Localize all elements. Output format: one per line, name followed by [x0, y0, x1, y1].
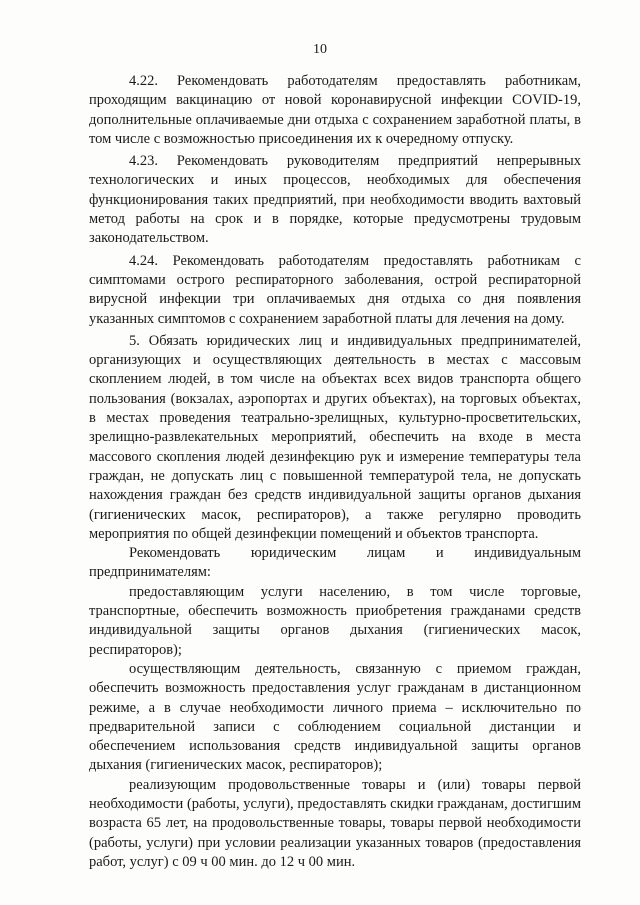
paragraph-4-24: 4.24. Рекомендовать работодателям предоставлять работникам с симптомами острого респираторного заболевания, острой респираторной вирусной инфекции три оплачиваемых дня отдыха со дня появления указанных симптомов с сохранением заработной платы для лечения на дому.: [89, 252, 581, 327]
page-number: 10: [313, 42, 327, 57]
paragraph-food-retailers: реализующим продовольственные товары и (или) товары первой необходимости (работы, услуги), предоставлять скидки гражданам, достигшим возраста 65 лет, на продовольственные товары, товары первой необходимости (работы, услуги) при условии реализации указанных товаров (предоставления работ, услуг) с 09 ч 00 мин. до 12 ч 00 мин.: [89, 776, 581, 870]
paragraph-citizen-reception: осуществляющим деятельность, связанную с приемом граждан, обеспечить возможность предоставления услуг гражданам в дистанционном режиме, а в случае необходимости личного приема – исключительно по предварительной записи с соблюдением социальной дистанции и обеспечением использования средств индивидуальной защиты органов дыхания (гигиенических масок, респираторов);: [89, 660, 581, 774]
paragraph-4-23: 4.23. Рекомендовать руководителям предприятий непрерывных технологических и иных процессов, необходимых для обеспечения функционирования таких предприятий, при необходимости вводить вахтовый метод работы на срок и в порядке, которые предусмотрены трудовым законодательством.: [89, 153, 581, 247]
paragraph-services-providers: предоставляющим услуги населению, в том числе торговые, транспортные, обеспечить возможность приобретения гражданами средств индивидуальной защиты органов дыхания (гигиенических масок, респираторов);: [89, 583, 581, 658]
document-body: [89, 72, 581, 872]
paragraph-5: 5. Обязать юридических лиц и индивидуальных предпринимателей, организующих и осуществляющих деятельность в местах с массовым скоплением людей, в том числе на объектах всех видов транспорта общего пользования (вокзалах, аэропортах и других объектах), на торговых объектах, в местах проведения театрально-зрелищных, культурно-просветительских, зрелищно-развлекательных мероприятий, обеспечить на входе в места массового скопления людей дезинфекцию рук и измерение температуры тела граждан, не допускать лиц с повышенной температурой тела, не допускать нахождения граждан без средств индивидуальной защиты органов дыхания (гигиенических масок, респираторов), а также регулярно проводить мероприятия по общей дезинфекции помещений и объектов транспорта.: [89, 332, 581, 542]
paragraph-recommend-intro: Рекомендовать юридическим лицам и индивидуальным предпринимателям:: [89, 545, 581, 581]
paragraph-4-22: 4.22. Рекомендовать работодателям предоставлять работникам, проходящим вакцинацию от новой коронавирусной инфекции COVID-19, дополнительные оплачиваемые дни отдыха с сохранением заработной платы, в том числе с возможностью присоединения их к очередному отпуску.: [89, 73, 581, 147]
